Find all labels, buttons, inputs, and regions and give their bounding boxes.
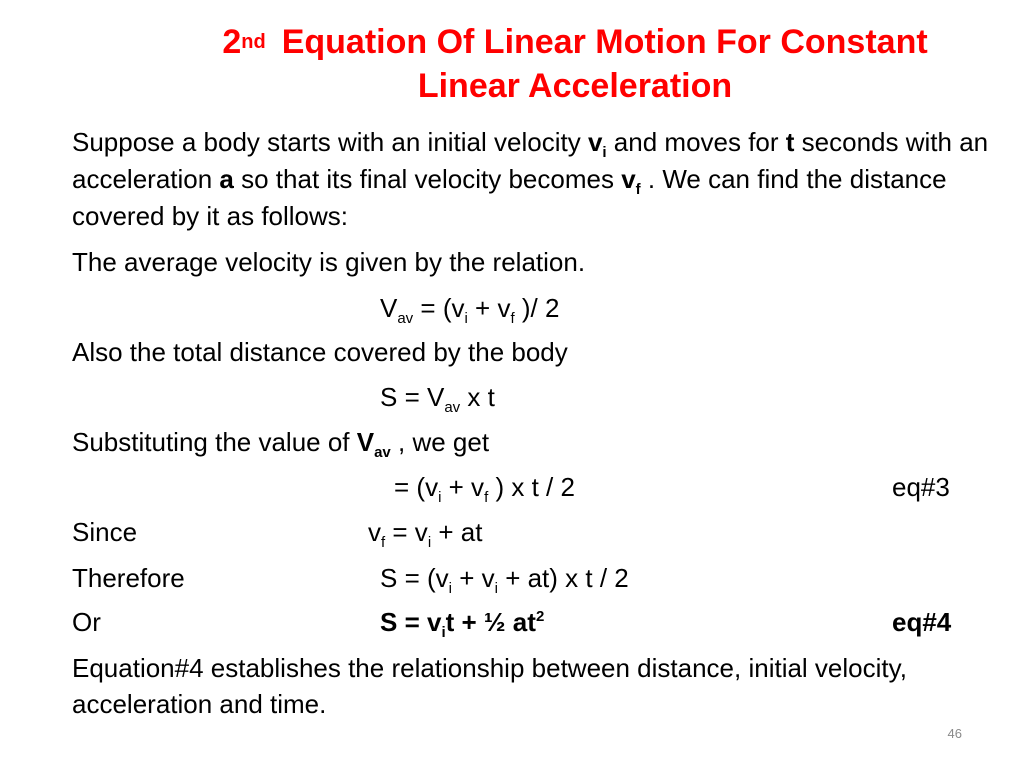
since-sub-f: f [381, 534, 386, 551]
title-ordinal-suffix: nd [241, 31, 266, 53]
since-sub-i: i [427, 534, 432, 551]
since-equation [368, 514, 482, 550]
var-vf-letter: v [621, 164, 636, 194]
eq3-sub-i: i [438, 489, 442, 506]
or-label: Or [72, 607, 101, 637]
title-line-2: Linear Acceleration [417, 67, 733, 105]
intro-text-1: Suppose a body starts with an initial velocity [72, 127, 588, 157]
intro-paragraph [72, 124, 1012, 235]
eq3-label: eq#3 [892, 472, 950, 502]
vav-a: = (v [413, 293, 465, 323]
therefore-equation [380, 560, 629, 596]
therefore-label: Therefore [72, 563, 185, 593]
eq4-b: t + ½ at [445, 607, 536, 637]
var-v-letter: v [587, 127, 603, 157]
therefore-b: + v [451, 563, 495, 593]
eq3-a: = (v [394, 472, 439, 502]
s-eq-b: x t [460, 382, 495, 412]
eq4-a: S = v [380, 607, 442, 637]
therefore-sub-i1: i [448, 580, 452, 597]
var-t: t [785, 127, 795, 157]
eq3-sub-f: f [484, 489, 489, 506]
eq4-sup: 2 [535, 608, 545, 625]
therefore-sub-i2: i [494, 580, 498, 597]
subst-sub: av [374, 444, 391, 461]
var-v-sub-i: i [602, 144, 607, 161]
intro-text-2: and moves for [606, 127, 786, 157]
title-line-1-text: Equation Of Linear Motion For Constant [281, 23, 928, 61]
vav-sub: av [397, 310, 414, 327]
since-b: = v [385, 517, 428, 547]
conclusion-paragraph: Equation#4 establishes the relationship between distance, initial velocity, acceleration and time. [72, 653, 907, 719]
therefore-a: S = (v [380, 563, 449, 593]
vav-V: V [380, 293, 398, 323]
vav-c: )/ 2 [514, 293, 560, 323]
since-a: v [368, 517, 381, 547]
subst-vav [356, 427, 391, 461]
s-equation [380, 379, 495, 415]
var-a: a [219, 164, 234, 194]
subst-b: , we get [390, 427, 490, 457]
intro-text-4: so that its final velocity becomes [233, 164, 622, 194]
subst-V: V [356, 427, 375, 457]
eq4-expression [380, 604, 544, 640]
subst-a: Substituting the value of [72, 427, 357, 457]
since-label: Since [72, 517, 138, 547]
vav-b: + v [467, 293, 511, 323]
therefore-c: + at) x t / 2 [497, 563, 629, 593]
slide-title [150, 20, 1000, 108]
eq3-expression [394, 469, 575, 505]
eq3-b: + v [441, 472, 485, 502]
intro-text-5: . We can find the distance covered by it as follows: [72, 164, 947, 231]
page-number: 46 [947, 726, 962, 741]
title-ordinal: 2 [222, 23, 242, 61]
s-eq-sub: av [444, 399, 461, 416]
average-velocity-line: The average velocity is given by the relation. [72, 247, 586, 277]
eq4-sub-i: i [441, 624, 446, 641]
var-vf-sub: f [635, 181, 641, 198]
var-v [587, 127, 607, 161]
eq4-label: eq#4 [892, 607, 952, 637]
substituting-line [72, 424, 489, 460]
var-vf [621, 164, 641, 198]
eq3-c: ) x t / 2 [488, 472, 575, 502]
vav-sub-i: i [464, 310, 468, 327]
s-eq-a: S = V [380, 382, 445, 412]
vav-equation [380, 290, 559, 326]
since-c: + at [431, 517, 483, 547]
title-line-1 [150, 20, 1000, 64]
intro-text-3: seconds with an acceleration [72, 127, 989, 194]
vav-sub-f: f [510, 310, 515, 327]
distance-line: Also the total distance covered by the body [72, 337, 568, 367]
